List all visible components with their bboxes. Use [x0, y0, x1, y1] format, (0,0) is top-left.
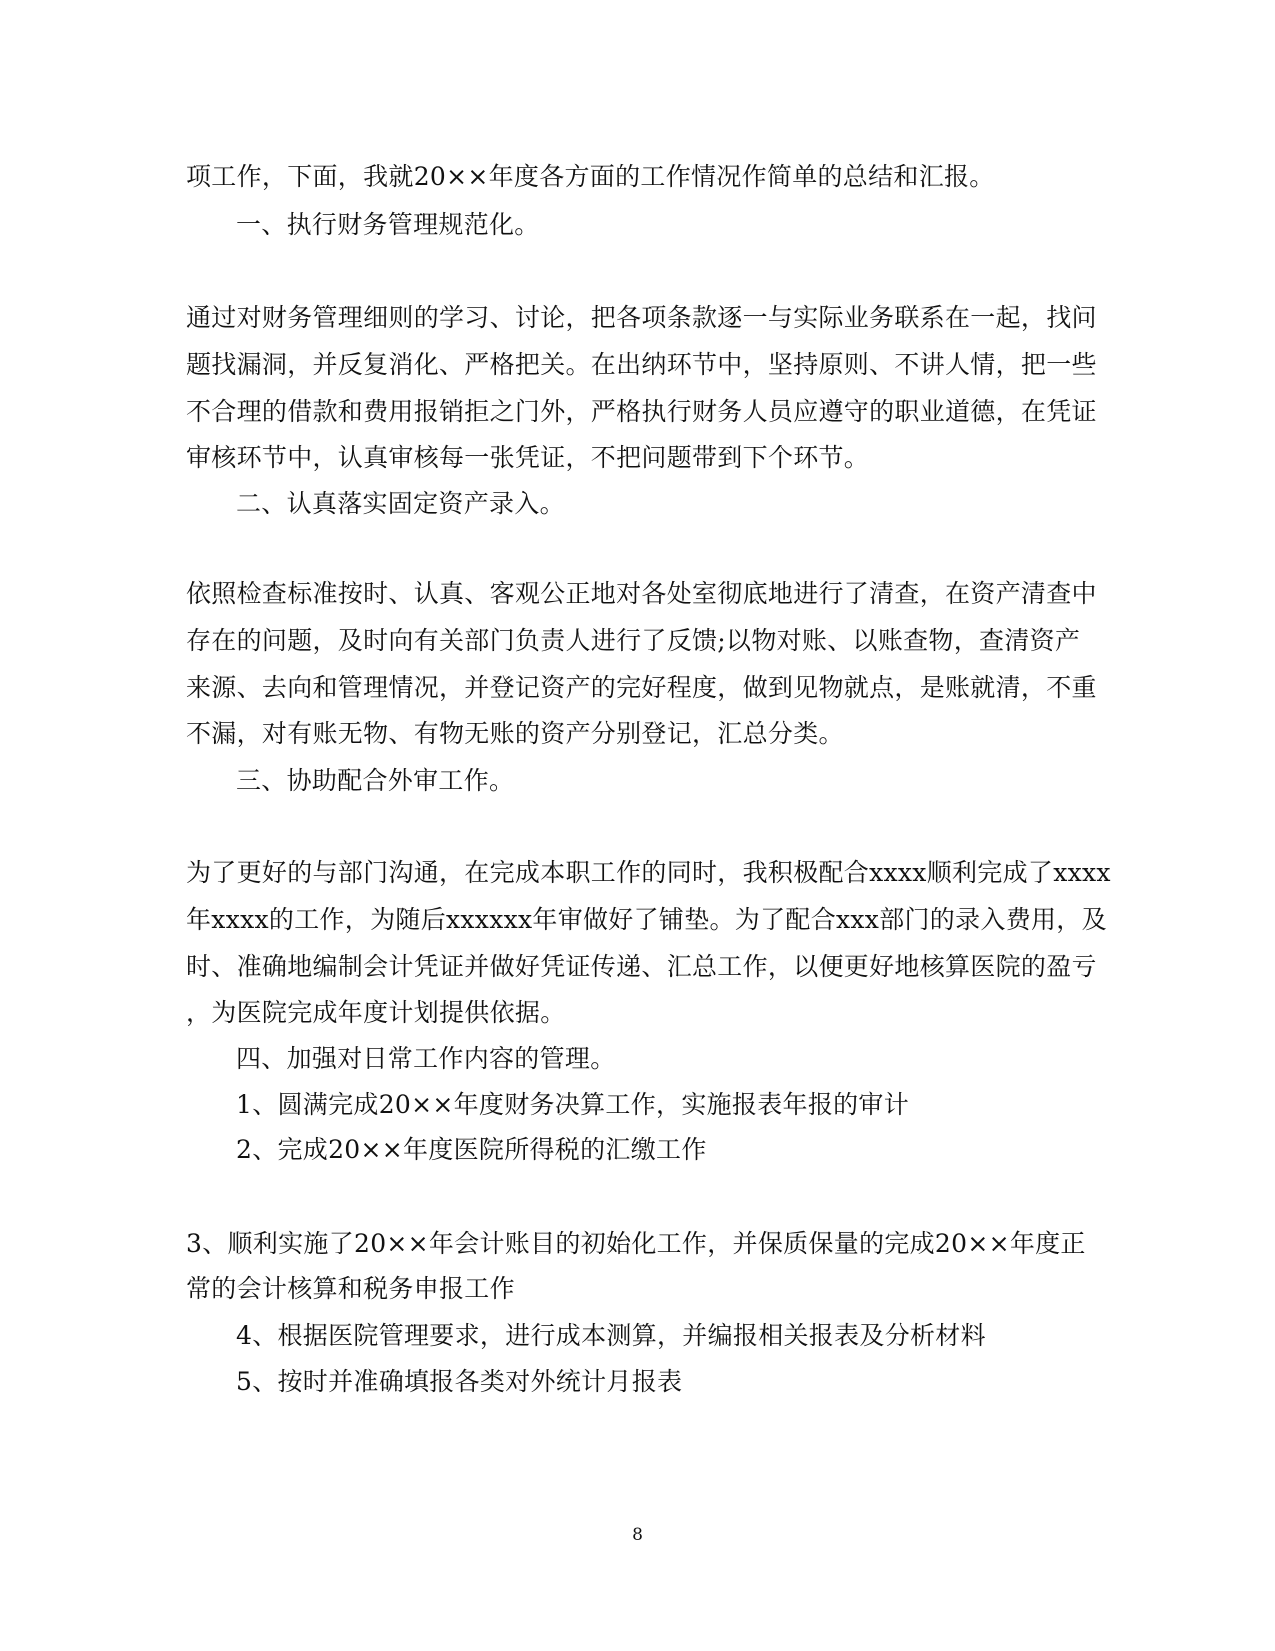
- section-heading: 一、执行财务管理规范化。: [236, 210, 540, 239]
- page-number: 8: [632, 1525, 643, 1545]
- text-line: 存在的问题，及时向有关部门负责人进行了反馈;以物对账、以账查物，查清资产: [186, 626, 1081, 655]
- text-line: 常的会计核算和税务申报工作: [186, 1274, 515, 1303]
- list-item: 4、根据医院管理要求，进行成本测算，并编报相关报表及分析材料: [236, 1321, 986, 1350]
- text-line: 年xxxx的工作，为随后xxxxxx年审做好了铺垫。为了配合xxx部门的录入费用，及: [186, 905, 1107, 934]
- text-line: 依照检查标准按时、认真、客观公正地对各处室彻底地进行了清查，在资产清查中: [186, 579, 1097, 608]
- text-line: ，为医院完成年度计划提供依据。: [186, 998, 566, 1027]
- text-line: 通过对财务管理细则的学习、讨论，把各项条款逐一与实际业务联系在一起，找问: [186, 303, 1097, 332]
- list-item: 5、按时并准确填报各类对外统计月报表: [236, 1367, 683, 1396]
- text-line: 项工作，下面，我就20××年度各方面的工作情况作简单的总结和汇报。: [186, 162, 995, 191]
- text-line: 不合理的借款和费用报销拒之门外，严格执行财务人员应遵守的职业道德，在凭证: [186, 397, 1097, 426]
- list-item: 2、完成20××年度医院所得税的汇缴工作: [236, 1135, 707, 1164]
- section-heading: 四、加强对日常工作内容的管理。: [236, 1044, 616, 1073]
- text-line: 为了更好的与部门沟通，在完成本职工作的同时，我积极配合xxxx顺利完成了xxxx: [186, 858, 1111, 887]
- text-line: 不漏，对有账无物、有物无账的资产分别登记，汇总分类。: [186, 719, 844, 748]
- text-line: 来源、去向和管理情况，并登记资产的完好程度，做到见物就点，是账就清，不重: [186, 673, 1097, 702]
- list-item: 1、圆满完成20××年度财务决算工作，实施报表年报的审计: [236, 1090, 910, 1119]
- text-line: 时、准确地编制会计凭证并做好凭证传递、汇总工作，以便更好地核算医院的盈亏: [186, 952, 1097, 981]
- section-heading: 二、认真落实固定资产录入。: [236, 489, 565, 518]
- text-line: 题找漏洞，并反复消化、严格把关。在出纳环节中，坚持原则、不讲人情，把一些: [186, 350, 1097, 379]
- list-item: 3、顺利实施了20××年会计账目的初始化工作，并保质保量的完成20××年度正: [186, 1229, 1086, 1258]
- section-heading: 三、协助配合外审工作。: [236, 766, 515, 795]
- text-line: 审核环节中，认真审核每一张凭证，不把问题带到下个环节。: [186, 443, 870, 472]
